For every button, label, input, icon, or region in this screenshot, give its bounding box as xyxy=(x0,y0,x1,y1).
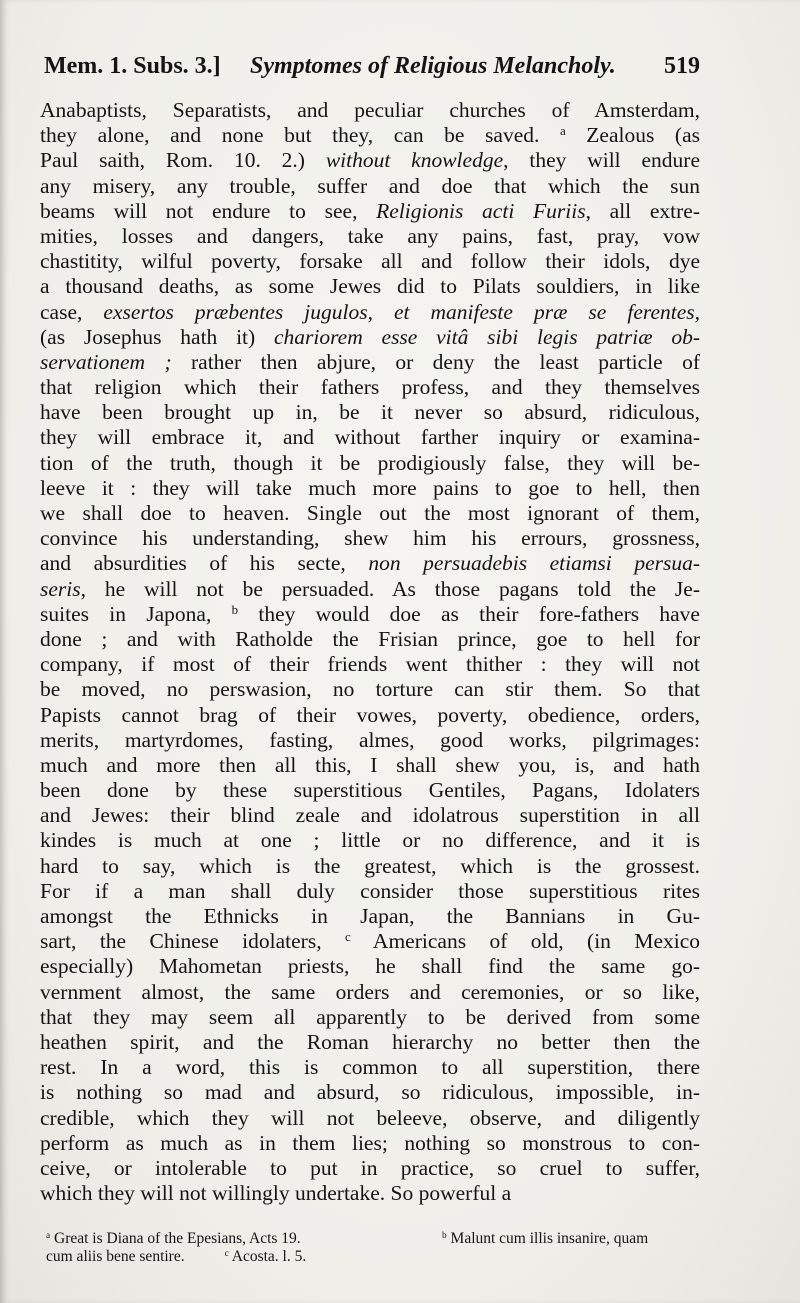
text-run: convince his understanding, shew him his errours, grossness, xyxy=(40,526,700,551)
text-line xyxy=(40,476,700,501)
text-line xyxy=(40,425,700,450)
text-line xyxy=(40,879,700,904)
text-line xyxy=(40,1030,700,1055)
text-line xyxy=(40,980,700,1005)
italic-text: servationem ; xyxy=(40,349,172,374)
text-run: sart, the Chinese idolaters, xyxy=(40,929,345,954)
text-line xyxy=(40,400,700,425)
text-line xyxy=(40,350,700,375)
running-header xyxy=(44,48,700,84)
text-run: they will embrace it, and without farther inquiry or examina- xyxy=(40,425,700,450)
text-line xyxy=(40,249,700,274)
text-run: they would doe as their fore-fathers have xyxy=(238,601,700,626)
text-run: , all extre- xyxy=(585,198,700,223)
body-text xyxy=(40,98,700,1206)
text-line xyxy=(40,199,700,224)
text-run: Paul saith, Rom. 10. 2.) xyxy=(40,148,326,173)
text-line xyxy=(40,224,700,249)
text-run: much and more then all this, I shall shew you, is, and hath xyxy=(40,752,700,777)
text-run: mities, losses and dangers, take any pains, fast, pray, vow xyxy=(40,223,700,248)
text-line xyxy=(40,325,700,350)
text-run: a thousand deaths, as some Jewes did to Pilats souldiers, in like xyxy=(40,274,700,299)
text-run: (as Josephus hath it) xyxy=(40,324,274,349)
text-run: chastitity, wilful poverty, forsake all and follow their idols, dye xyxy=(40,249,700,274)
text-run: done ; and with Ratholde the Frisian prince, goe to hell for xyxy=(40,626,700,651)
footnote-b xyxy=(442,1230,648,1248)
text-line xyxy=(40,753,700,778)
footnotes xyxy=(46,1230,700,1278)
text-line xyxy=(40,778,700,803)
section-reference: Mem. 1. Subs. 3.] xyxy=(44,53,221,79)
text-line xyxy=(40,904,700,929)
text-line xyxy=(40,274,700,299)
text-run: credible, which they will not beleeve, observe, and diligently xyxy=(40,1105,700,1130)
text-run: Anabaptists, Separatists, and peculiar churches of Amsterdam, xyxy=(40,98,700,122)
footnote-a-continuation: cum aliis bene sentire. xyxy=(46,1248,185,1265)
text-run: case, xyxy=(40,299,104,324)
text-line xyxy=(40,451,700,476)
text-run: beams will not endure to see, xyxy=(40,198,377,223)
text-line xyxy=(40,148,700,173)
footnote-c-marker: c xyxy=(224,1248,229,1259)
footnote-a-continued-line xyxy=(46,1248,306,1266)
text-line xyxy=(40,1131,700,1156)
text-line xyxy=(40,929,700,954)
text-run: suites in Japona, xyxy=(40,601,232,626)
italic-text: chariorem esse vitâ sibi legis patriæ ob- xyxy=(273,324,700,349)
text-run: , they will endure xyxy=(503,148,700,173)
text-run: Americans of old, (in Mexico xyxy=(350,929,700,954)
text-line xyxy=(40,803,700,828)
italic-text: exsertos præbentes jugulos, et manifeste præ se ferentes, xyxy=(103,299,700,324)
text-run: have been brought up in, be it never so absurd, ridiculous, xyxy=(40,400,700,425)
text-run: tion of the truth, though it be prodigiously false, they will be- xyxy=(40,450,700,475)
italic-text: non persuadebis etiamsi persua- xyxy=(368,551,700,576)
text-line xyxy=(40,828,700,853)
text-run: merits, martyrdomes, fasting, almes, good works, pilgrimages: xyxy=(40,727,700,752)
footnote-reference: b xyxy=(231,602,239,617)
footnotes-left-column xyxy=(46,1230,306,1266)
footnote-b-text: Malunt cum illis insanire, quam xyxy=(450,1230,649,1247)
text-run: Zealous (as xyxy=(565,123,700,148)
text-run: heathen spirit, and the Roman hierarchy no better then the xyxy=(40,1029,700,1054)
text-line xyxy=(40,728,700,753)
text-run: hard to say, which is the greatest, which is the grossest. xyxy=(40,853,700,878)
running-title: Symptomes of Religious Melancholy. xyxy=(250,53,616,79)
text-line xyxy=(40,677,700,702)
footnote-reference: c xyxy=(344,930,351,945)
text-run: rest. In a word, this is common to all superstition, there xyxy=(40,1055,700,1080)
italic-text: Religionis acti Furiis xyxy=(376,198,586,223)
text-line xyxy=(40,1181,700,1206)
text-run: and Jewes: their blind zeale and idolatrous superstition in all xyxy=(40,803,700,828)
text-line xyxy=(40,577,700,602)
footnote-b-marker: b xyxy=(442,1230,447,1241)
text-line xyxy=(40,1106,700,1131)
text-run: that they may seem all apparently to be derived from some xyxy=(40,1004,700,1029)
text-run: , he will not be persuaded. As those pagans told the Je- xyxy=(80,576,700,601)
text-line xyxy=(40,1055,700,1080)
text-run: been done by these superstitious Gentiles, Pagans, Idolaters xyxy=(40,778,700,803)
text-run: For if a man shall duly consider those superstitious rites xyxy=(40,878,700,903)
text-run: ceive, or intolerable to put in practice, so cruel to suffer, xyxy=(40,1155,700,1180)
text-line xyxy=(40,1005,700,1030)
text-line xyxy=(40,1156,700,1181)
text-run: perform as much as in them lies; nothing so monstrous to con- xyxy=(40,1130,700,1155)
text-run: rather then abjure, or deny the least particle of xyxy=(171,349,700,374)
page-number: 519 xyxy=(664,53,700,79)
text-line xyxy=(40,526,700,551)
text-run: is nothing so mad and absurd, so ridiculous, impossible, in- xyxy=(40,1080,700,1105)
text-run: any misery, any trouble, suffer and doe that which the sun xyxy=(40,173,700,198)
text-run: leeve it : they will take much more pains to goe to hell, then xyxy=(40,475,700,500)
text-run: they alone, and none but they, can be saved. xyxy=(40,123,560,148)
text-line xyxy=(40,627,700,652)
italic-text: without knowledge xyxy=(325,148,504,173)
italic-text: seris xyxy=(40,576,81,601)
text-run: that religion which their fathers profess, and they themselves xyxy=(40,375,700,400)
text-line xyxy=(40,703,700,728)
text-line xyxy=(40,123,700,148)
footnote-c-text: Acosta. l. 5. xyxy=(231,1248,307,1265)
footnotes-right-column xyxy=(442,1230,648,1248)
footnote-a xyxy=(46,1230,306,1248)
text-line xyxy=(40,954,700,979)
footnote-a-text: Great is Diana of the Epesians, Acts 19. xyxy=(54,1230,301,1247)
text-run: kindes is much at one ; little or no difference, and it is xyxy=(40,828,700,853)
text-run: which they will not willingly undertake. So powerful a xyxy=(40,1181,512,1206)
text-run: amongst the Ethnicks in Japan, the Bannians in Gu- xyxy=(40,904,700,928)
text-line xyxy=(40,501,700,526)
text-run: we shall doe to heaven. Single out the most ignorant of them, xyxy=(40,501,700,525)
footnote-reference: a xyxy=(559,124,566,139)
text-line xyxy=(40,1080,700,1105)
text-run: vernment almost, the same orders and ceremonies, or so like, xyxy=(40,979,700,1004)
text-run: be moved, no perswasion, no torture can stir them. So that xyxy=(40,677,700,702)
text-run: Papists cannot brag of their vowes, poverty, obedience, orders, xyxy=(40,702,700,727)
text-run: company, if most of their friends went thither : they will not xyxy=(40,652,700,677)
text-line xyxy=(40,854,700,879)
text-line xyxy=(40,602,700,627)
text-run: especially) Mahometan priests, he shall find the same go- xyxy=(40,954,700,979)
text-line xyxy=(40,652,700,677)
text-run: and absurdities of his secte, xyxy=(40,551,369,576)
footnote-a-marker: a xyxy=(46,1230,51,1241)
text-line xyxy=(40,375,700,400)
text-line xyxy=(40,551,700,576)
text-line xyxy=(40,98,700,123)
text-line xyxy=(40,300,700,325)
text-line xyxy=(40,174,700,199)
